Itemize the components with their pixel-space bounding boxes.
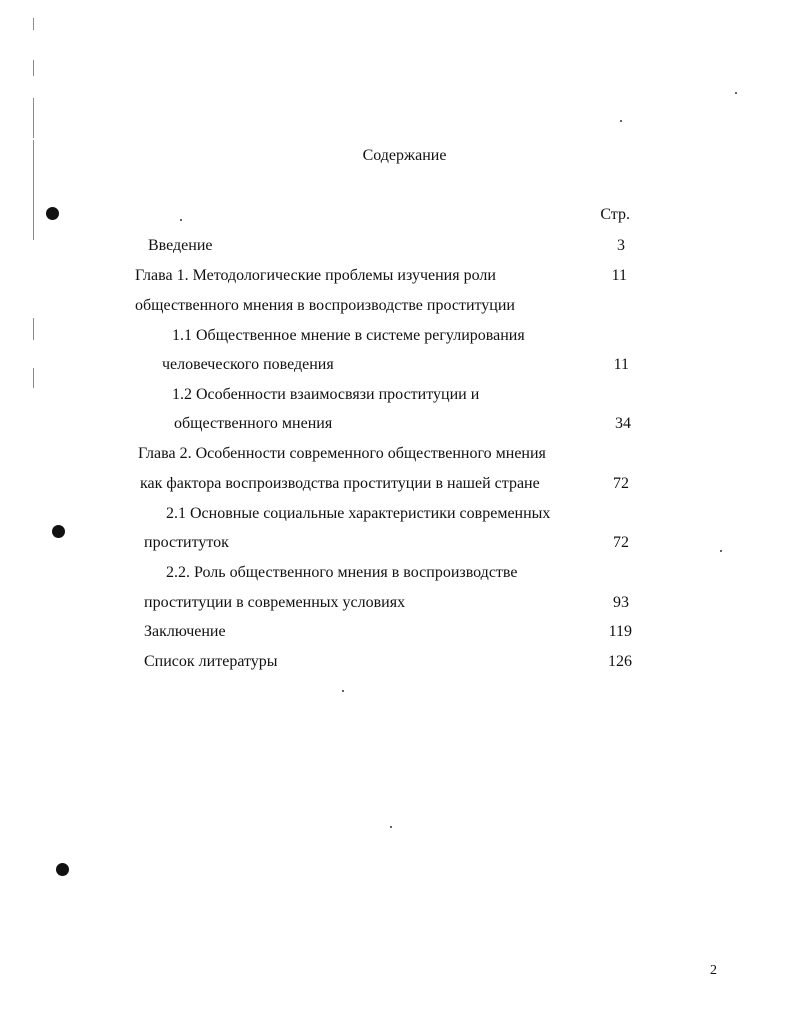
toc-entry-section-1-1: 1.1 Общественное мнение в системе регулирования xyxy=(172,327,525,344)
toc-entry-section-2-2: 2.2. Роль общественного мнения в воспроизводстве xyxy=(166,564,518,581)
scan-edge-line xyxy=(33,60,34,76)
scan-edge-line xyxy=(33,98,34,138)
scan-speck xyxy=(735,92,737,94)
scan-speck xyxy=(180,219,182,221)
punch-hole-icon xyxy=(52,525,65,538)
scan-edge-line xyxy=(33,18,34,30)
scan-speck xyxy=(342,690,344,692)
toc-page-number: 72 xyxy=(613,475,629,492)
toc-entry-section-2-1: 2.1 Основные социальные характеристики современных xyxy=(166,505,551,522)
scan-edge-line xyxy=(33,318,34,340)
toc-page-number: 11 xyxy=(613,356,629,373)
toc-entry-section-1-2: 1.2 Особенности взаимосвязи проституции и xyxy=(172,386,480,403)
toc-page-number: 34 xyxy=(615,415,631,432)
toc-entry-section-2-2-cont: проституции в современных условиях xyxy=(144,594,406,611)
toc-page-number: 72 xyxy=(613,534,629,551)
scan-edge-line xyxy=(33,368,34,388)
scan-speck xyxy=(390,826,392,828)
toc-entry-section-1-1-cont: человеческого поведения xyxy=(162,356,334,373)
scan-speck xyxy=(720,550,722,552)
toc-entry-chapter-2: Глава 2. Особенности современного общественного мнения xyxy=(138,445,546,462)
toc-entry-chapter-1: Глава 1. Методологические проблемы изучения роли xyxy=(135,267,496,284)
toc-page-number: 3 xyxy=(617,237,625,254)
page-title: Содержание xyxy=(362,147,447,164)
toc-entry-bibliography: Список литературы xyxy=(144,653,278,670)
toc-entry-chapter-2-cont: как фактора воспроизводства проституции в нашей стране xyxy=(140,475,540,492)
toc-entry-conclusion: Заключение xyxy=(144,623,226,640)
page-column-header: Стр. xyxy=(600,206,630,223)
punch-hole-icon xyxy=(56,863,69,876)
toc-entry-introduction: Введение xyxy=(148,237,213,254)
toc-entry-section-1-2-cont: общественного мнения xyxy=(174,415,333,432)
toc-page-number: 93 xyxy=(613,594,629,611)
toc-page-number: 126 xyxy=(608,653,632,670)
punch-hole-icon xyxy=(46,207,59,220)
toc-entry-section-2-1-cont: проституток xyxy=(144,534,229,551)
toc-page-number: 119 xyxy=(608,623,632,640)
scan-speck xyxy=(620,120,622,122)
toc-entry-chapter-1-cont: общественного мнения в воспроизводстве проституции xyxy=(135,297,515,314)
toc-page-number: 11 xyxy=(611,267,627,284)
page-number: 2 xyxy=(710,963,717,978)
